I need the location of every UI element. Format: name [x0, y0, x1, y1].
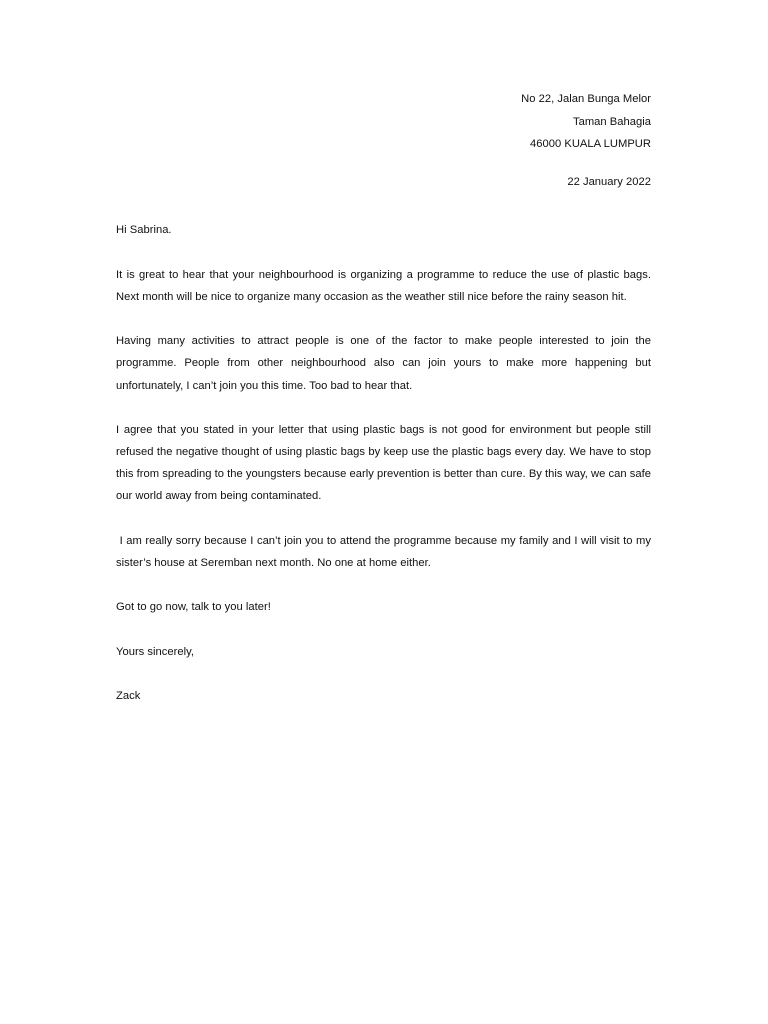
paragraph-3: I agree that you stated in your letter that using plastic bags is not good for environment but people still refused the negative thought of using plastic bags by keep use the plastic bags every day. We have to stop this from spreading to the youngsters because early prevention is better than cure. By this way, we can safe our world away from being contaminated. — [116, 423, 651, 503]
closing-line: Got to go now, talk to you later! — [116, 600, 271, 613]
letter-body — [116, 219, 655, 730]
paragraph-1: It is great to hear that your neighbourhood is organizing a programme to reduce the use of plastic bags. Next month will be nice to organize many occasion as the weather still nice before the rainy season hit. — [116, 268, 651, 303]
paragraph-2: Having many activities to attract people is one of the factor to make people interested to join the programme. People from other neighbourhood also can join yours to make more happening but unfortunately, I can’t join you this time. Too bad to hear that. — [116, 335, 651, 392]
address-line-street: No 22, Jalan Bunga Melor — [521, 93, 651, 105]
address-line-area: Taman Bahagia — [572, 115, 651, 128]
sign-off: Yours sincerely, — [116, 645, 195, 658]
greeting: Hi Sabrina. — [116, 224, 172, 236]
sender-address — [521, 88, 651, 156]
paragraph-4: I am really sorry because I can’t join you to attend the programme because my family and I will visit to my sister’s house at Seremban next month. No one at home either. — [116, 534, 655, 569]
address-line-city: 46000 KUALA LUMPUR — [530, 138, 651, 150]
signature: Zack — [116, 690, 141, 703]
letter-date: 22 January 2022 — [567, 176, 651, 188]
